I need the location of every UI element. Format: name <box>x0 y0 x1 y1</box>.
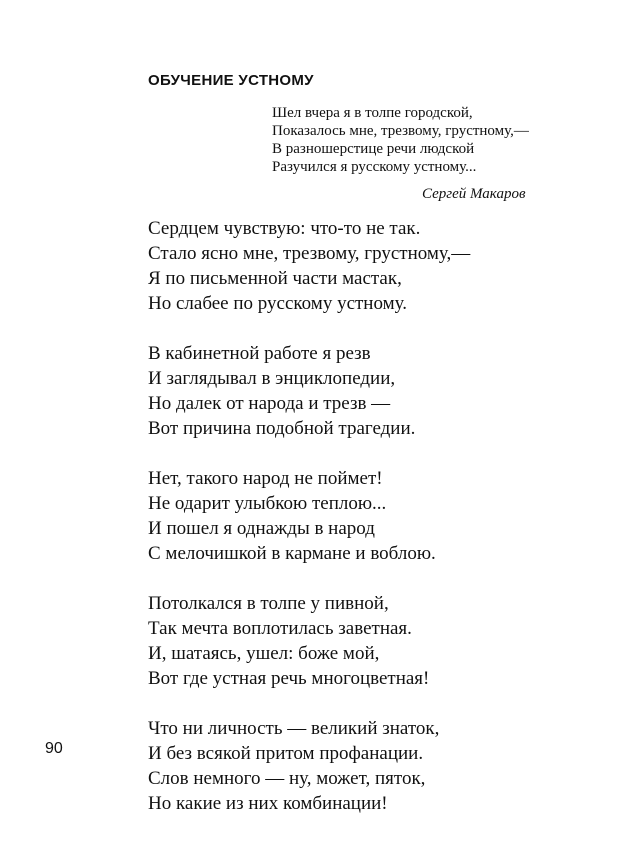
stanza <box>148 341 470 441</box>
poem-line: И без всякой притом профанации. <box>148 743 424 764</box>
epigraph-line: В разношерстице речи людской <box>272 141 475 157</box>
stanza <box>148 216 470 316</box>
poem-line: Но какие из них комбинации! <box>148 793 388 814</box>
poem-line: Слов немного — ну, может, пяток, <box>148 768 426 789</box>
stanza <box>148 591 470 691</box>
poem-body <box>148 216 470 841</box>
poem-title: ОБУЧЕНИЕ УСТНОМУ <box>148 72 314 89</box>
epigraph-line: Разучился я русскому устному... <box>272 159 477 175</box>
poem-line: И заглядывал в энциклопедии, <box>148 368 396 389</box>
page-number: 90 <box>45 740 63 757</box>
poem-line: Что ни личность — великий знаток, <box>148 718 440 739</box>
poem-line: Стало ясно мне, трезвому, грустному,— <box>148 243 471 264</box>
poem-line: Потолкался в толпе у пивной, <box>148 593 389 614</box>
poem-line: Вот причина подобной трагедии. <box>148 418 416 439</box>
epigraph-author: Сергей Макаров <box>422 186 526 202</box>
poem-line: Вот где устная речь многоцветная! <box>148 668 430 689</box>
epigraph-line: Показалось мне, трезвому, грустному,— <box>272 123 529 139</box>
poem-line: И пошел я однажды в народ <box>148 518 375 539</box>
epigraph-line: Шел вчера я в толпе городской, <box>272 105 473 121</box>
poem-line: Сердцем чувствую: что-то не так. <box>148 218 421 239</box>
stanza <box>148 716 470 816</box>
poem-line: Нет, такого народ не поймет! <box>148 468 383 489</box>
poem-line: С мелочишкой в кармане и воблою. <box>148 543 436 564</box>
poem-line: В кабинетной работе я резв <box>148 343 371 364</box>
poem-line: Так мечта воплотилась заветная. <box>148 618 412 639</box>
poem-line: И, шатаясь, ушел: боже мой, <box>148 643 380 664</box>
poem-line: Но слабее по русскому устному. <box>148 293 407 314</box>
poem-line: Но далек от народа и трезв — <box>148 393 391 414</box>
stanza <box>148 466 470 566</box>
epigraph <box>272 104 529 176</box>
poem-line: Я по письменной части мастак, <box>148 268 402 289</box>
poem-line: Не одарит улыбкою теплою... <box>148 493 387 514</box>
